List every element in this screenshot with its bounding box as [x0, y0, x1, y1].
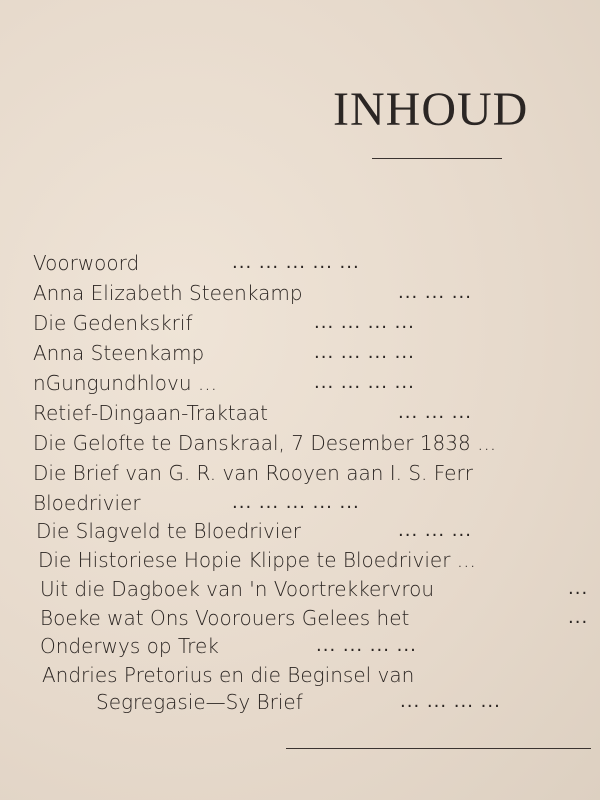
toc-entry-label: Voorwoord: [33, 251, 140, 275]
toc-entry-label: nGungundhlovu ...: [33, 371, 217, 395]
toc-entry-leader: ... ... ... ...: [314, 342, 415, 363]
toc-entry-leader: ...: [568, 578, 589, 599]
toc-entry-leader: ... ... ... ... ...: [232, 252, 360, 273]
toc-entry-leader: ... ... ... ...: [314, 372, 415, 393]
toc-entry-label: Die Slagveld te Bloedrivier: [36, 519, 301, 543]
toc-entry-label: Die Gelofte te Danskraal, 7 Desember 1838 ...: [33, 431, 497, 455]
toc-entry-label: Onderwys op Trek: [40, 634, 219, 658]
toc-entry-label: Die Brief van G. R. van Rooyen aan I. S. Ferr: [33, 461, 473, 485]
toc-entry-leader: ... ... ... ... ...: [232, 492, 360, 513]
toc-entry-label: Retief-Dingaan-Traktaat: [33, 401, 268, 425]
toc-entry-leader: ... ... ... ...: [400, 691, 501, 712]
toc-entry-label: Segregasie—Sy Brief: [96, 690, 303, 714]
toc-entry-label: Uit die Dagboek van 'n Voortrekkervrou: [40, 577, 435, 601]
toc-entry-leader: ... ... ... ...: [316, 635, 417, 656]
toc-entry-label: Bloedrivier: [33, 491, 141, 515]
toc-entry-label: Die Historiese Hopie Klippe te Bloedrivier ...: [38, 548, 476, 572]
toc-entry-label: Andries Pretorius en die Beginsel van: [42, 663, 415, 687]
toc-entry-leader: ... ... ...: [398, 282, 472, 303]
toc-entry-label: Die Gedenkskrif: [33, 311, 193, 335]
toc-entry-label: Anna Steenkamp: [33, 341, 205, 365]
toc-entry-label: Anna Elizabeth Steenkamp: [33, 281, 303, 305]
toc-entry-leader: ...: [568, 607, 589, 628]
page-title: INHOUD: [333, 83, 529, 136]
toc-entry-leader: ... ... ...: [398, 402, 472, 423]
toc-entry-leader: ... ... ...: [398, 520, 472, 541]
toc-entry-leader: ... ... ... ...: [314, 312, 415, 333]
toc-entry-label: Boeke wat Ons Voorouers Gelees het: [40, 606, 410, 630]
bottom-divider: [286, 748, 591, 749]
